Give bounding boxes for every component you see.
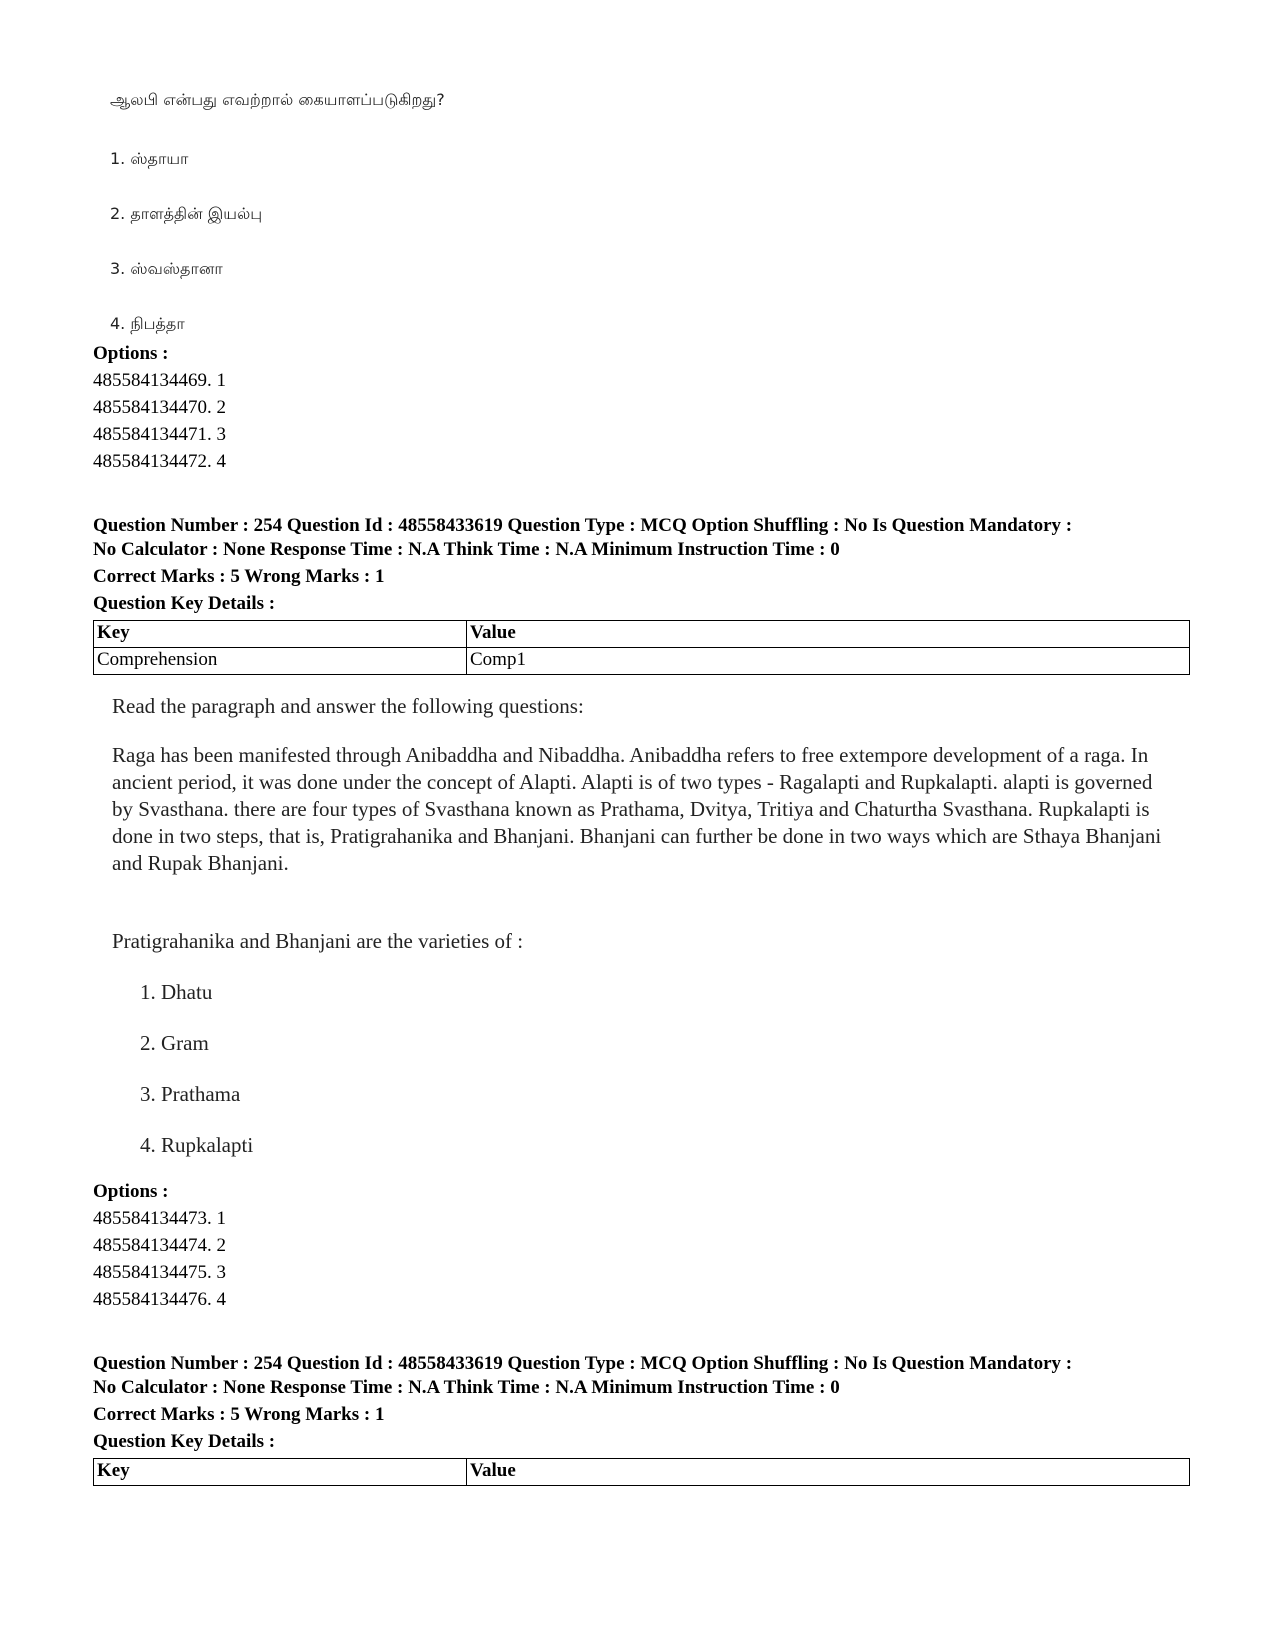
key-details-label: Question Key Details : [93, 1431, 276, 1452]
table-header-key: Key [94, 621, 467, 648]
meta-line: Question Number : 254 Question Id : 48558433619 Question Type : MCQ Option Shuffling : No Is Question Mandatory : [93, 1353, 1073, 1374]
marks-line: Correct Marks : 5 Wrong Marks : 1 [93, 566, 385, 587]
option-line: 485584134469. 1 [93, 370, 226, 391]
meta-line: No Calculator : None Response Time : N.A Think Time : N.A Minimum Instruction Time : 0 [93, 539, 840, 560]
question-meta [93, 514, 1193, 562]
comprehension-paragraph: Raga has been manifested through Anibaddha and Nibaddha. Anibaddha refers to free extempore development of a raga. In ancient period, it was done under the concept of Alapti. Alapti is of two types - Ragalapti and Rupkalapti. alapti is governed by Svasthana. there are four types of Svasthana known as Prathama, Dvitya, Tritiya and Chaturtha Svasthana. Rupkalapti is done in two steps, that is, Pratigrahanika and Bhanjani. Bhanjani can further be done in two ways which are Sthaya Bhanjani and Rupak Bhanjani. [112, 743, 1162, 875]
table-cell-key: Comprehension [94, 648, 467, 675]
option-line: 485584134475. 3 [93, 1262, 226, 1283]
option-line: 485584134472. 4 [93, 451, 226, 472]
meta-line: Question Number : 254 Question Id : 48558433619 Question Type : MCQ Option Shuffling : No Is Question Mandatory : [93, 515, 1073, 536]
table-cell-value: Comp1 [467, 648, 1190, 675]
question-text: ஆலபி என்பது எவற்றால் கையாளப்படுகிறது? [110, 90, 445, 109]
choice-item: 3. Prathama [140, 1082, 241, 1106]
table-row [94, 1459, 1190, 1486]
options-label: Options : [93, 343, 169, 364]
table-header-key: Key [94, 1459, 467, 1486]
option-line: 485584134473. 1 [93, 1208, 226, 1229]
table-row [94, 621, 1190, 648]
question-meta [93, 1352, 1193, 1400]
choice-item: 4. நிபத்தா [110, 314, 185, 333]
option-line: 485584134476. 4 [93, 1289, 226, 1310]
options-label: Options : [93, 1181, 169, 1202]
marks-line: Correct Marks : 5 Wrong Marks : 1 [93, 1404, 385, 1425]
question-text: Pratigrahanika and Bhanjani are the varieties of : [112, 929, 524, 953]
option-line: 485584134471. 3 [93, 424, 226, 445]
choice-item: 3. ஸ்வஸ்தானா [110, 259, 223, 278]
choice-item: 1. Dhatu [140, 980, 213, 1004]
meta-line: No Calculator : None Response Time : N.A Think Time : N.A Minimum Instruction Time : 0 [93, 1377, 840, 1398]
option-line: 485584134470. 2 [93, 397, 226, 418]
table-row [94, 648, 1190, 675]
choice-item: 4. Rupkalapti [140, 1133, 254, 1157]
key-value-table [93, 1458, 1190, 1486]
choice-item: 2. Gram [140, 1031, 209, 1055]
instruction-text: Read the paragraph and answer the following questions: [112, 694, 584, 718]
table-header-value: Value [467, 621, 1190, 648]
table-header-value: Value [467, 1459, 1190, 1486]
key-value-table [93, 620, 1190, 675]
key-details-label: Question Key Details : [93, 593, 276, 614]
choice-item: 2. தாளத்தின் இயல்பு [110, 204, 263, 223]
choice-item: 1. ஸ்தாயா [110, 149, 189, 168]
option-line: 485584134474. 2 [93, 1235, 226, 1256]
